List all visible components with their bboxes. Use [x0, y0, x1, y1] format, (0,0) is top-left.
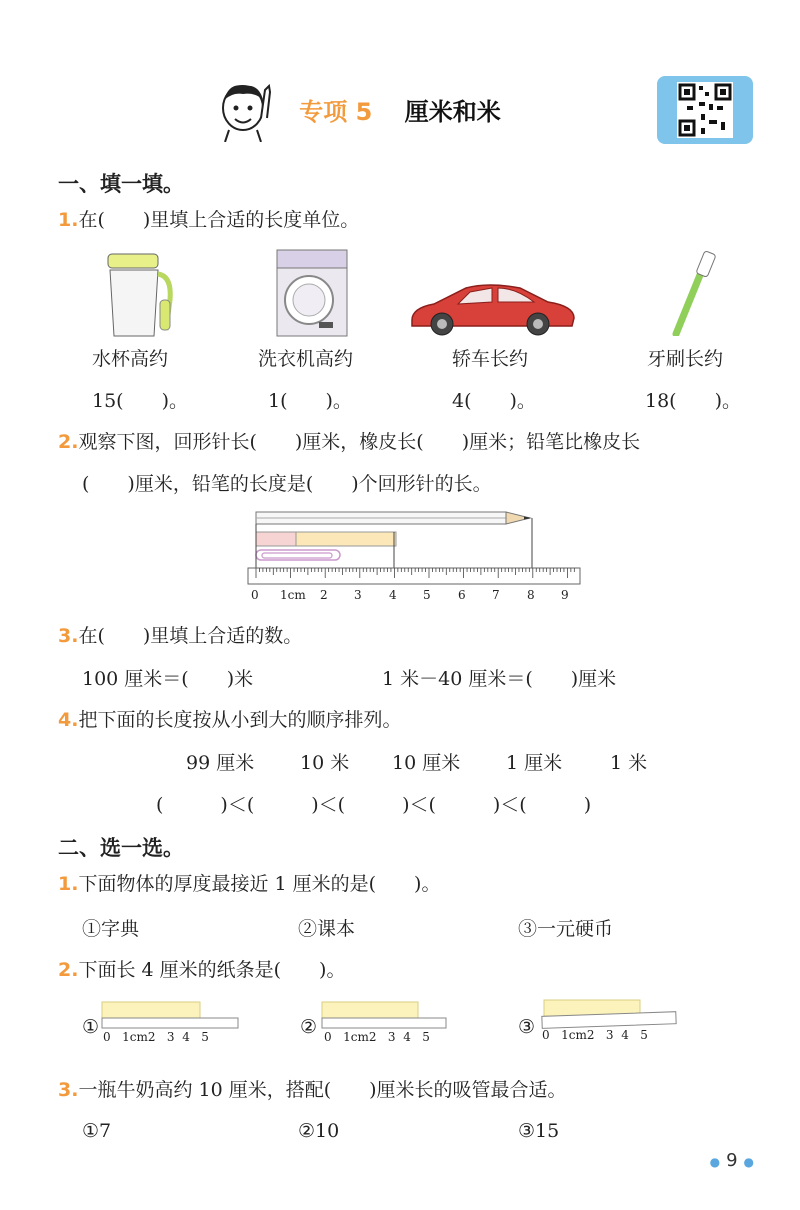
strip-c-labels: 0 1cm2 3 4 5 — [542, 1028, 648, 1042]
question-1: 1.在( )里填上合适的长度单位。 — [58, 209, 360, 231]
ruler-label-1: 1cm — [280, 588, 306, 602]
c3-option-c[interactable]: ③15 — [518, 1120, 560, 1142]
c2-option-a[interactable]: ① — [82, 1016, 100, 1038]
c1-option-b[interactable]: ②课本 — [298, 918, 356, 940]
strip-a-labels: 0 1cm2 3 4 5 — [103, 1030, 209, 1044]
c3-option-a[interactable]: ①7 — [82, 1120, 112, 1142]
ruler-label-3: 3 — [354, 588, 362, 602]
car-label: 轿车长约 — [452, 348, 529, 370]
washing-machine-icon — [275, 248, 349, 342]
c2-option-b[interactable]: ② — [300, 1016, 318, 1038]
c1-option-c[interactable]: ③一元硬币 — [518, 918, 614, 940]
length-item: 10 厘米 — [392, 752, 461, 774]
choice-question-2: 2.下面长 4 厘米的纸条是( )。 — [58, 959, 346, 981]
toothbrush-label: 牙刷长约 — [647, 348, 724, 370]
ruler-label-4: 4 — [389, 588, 397, 602]
qr-code-icon[interactable] — [657, 76, 753, 144]
dot-icon: ● — [709, 1155, 721, 1169]
toothbrush-blank[interactable]: 18( )。 — [645, 390, 742, 412]
choice-question-1: 1.下面物体的厚度最接近 1 厘米的是( )。 — [58, 873, 441, 895]
ruler-label-0: 0 — [251, 588, 259, 602]
toothbrush-icon — [668, 250, 722, 340]
length-item: 1 米 — [610, 752, 648, 774]
length-item: 10 米 — [300, 752, 350, 774]
car-icon — [408, 282, 578, 342]
dot-icon: ● — [743, 1155, 754, 1169]
ruler-label-7: 7 — [492, 588, 500, 602]
section-choose: 二、选一选。 — [58, 836, 184, 860]
ruler-label-6: 6 — [458, 588, 466, 602]
order-blanks[interactable]: ( )＜( )＜( )＜( )＜( ) — [156, 794, 592, 816]
c1-option-a[interactable]: ①字典 — [82, 918, 140, 940]
question-2-line2: ( )厘米，铅笔的长度是( )个回形针的长。 — [82, 473, 492, 495]
ruler-label-9: 9 — [561, 588, 569, 602]
length-item: 99 厘米 — [186, 752, 255, 774]
c3-option-b[interactable]: ②10 — [298, 1120, 340, 1142]
topic-number: 专项 5 — [299, 98, 373, 126]
water-cup-icon — [100, 250, 180, 344]
cup-label: 水杯高约 — [92, 348, 169, 370]
q3-left-blank[interactable]: 100 厘米＝( )米 — [82, 668, 254, 690]
cup-blank[interactable]: 15( )。 — [92, 390, 189, 412]
choice-question-3: 3.一瓶牛奶高约 10 厘米，搭配( )厘米长的吸管最合适。 — [58, 1079, 567, 1101]
question-2: 2.观察下图，回形针长( )厘米，橡皮长( )厘米；铅笔比橡皮长 — [58, 431, 641, 453]
length-item: 1 厘米 — [506, 752, 563, 774]
ruler-label-2: 2 — [320, 588, 328, 602]
strip-b-labels: 0 1cm2 3 4 5 — [324, 1030, 430, 1044]
ruler-label-8: 8 — [527, 588, 535, 602]
washer-blank[interactable]: 1( )。 — [268, 390, 352, 412]
question-4: 4.把下面的长度按从小到大的顺序排列。 — [58, 709, 402, 731]
q3-right-blank[interactable]: 1 米－40 厘米＝( )厘米 — [382, 668, 617, 690]
question-3: 3.在( )里填上合适的数。 — [58, 625, 303, 647]
washer-label: 洗衣机高约 — [258, 348, 354, 370]
c2-option-c[interactable]: ③ — [518, 1016, 536, 1038]
ruler-label-5: 5 — [423, 588, 431, 602]
topic-name: 厘米和米 — [404, 98, 501, 126]
car-blank[interactable]: 4( )。 — [452, 390, 536, 412]
section-fill-in: 一、填一填。 — [58, 172, 184, 196]
page-number: ● 9 ● — [709, 1150, 754, 1171]
